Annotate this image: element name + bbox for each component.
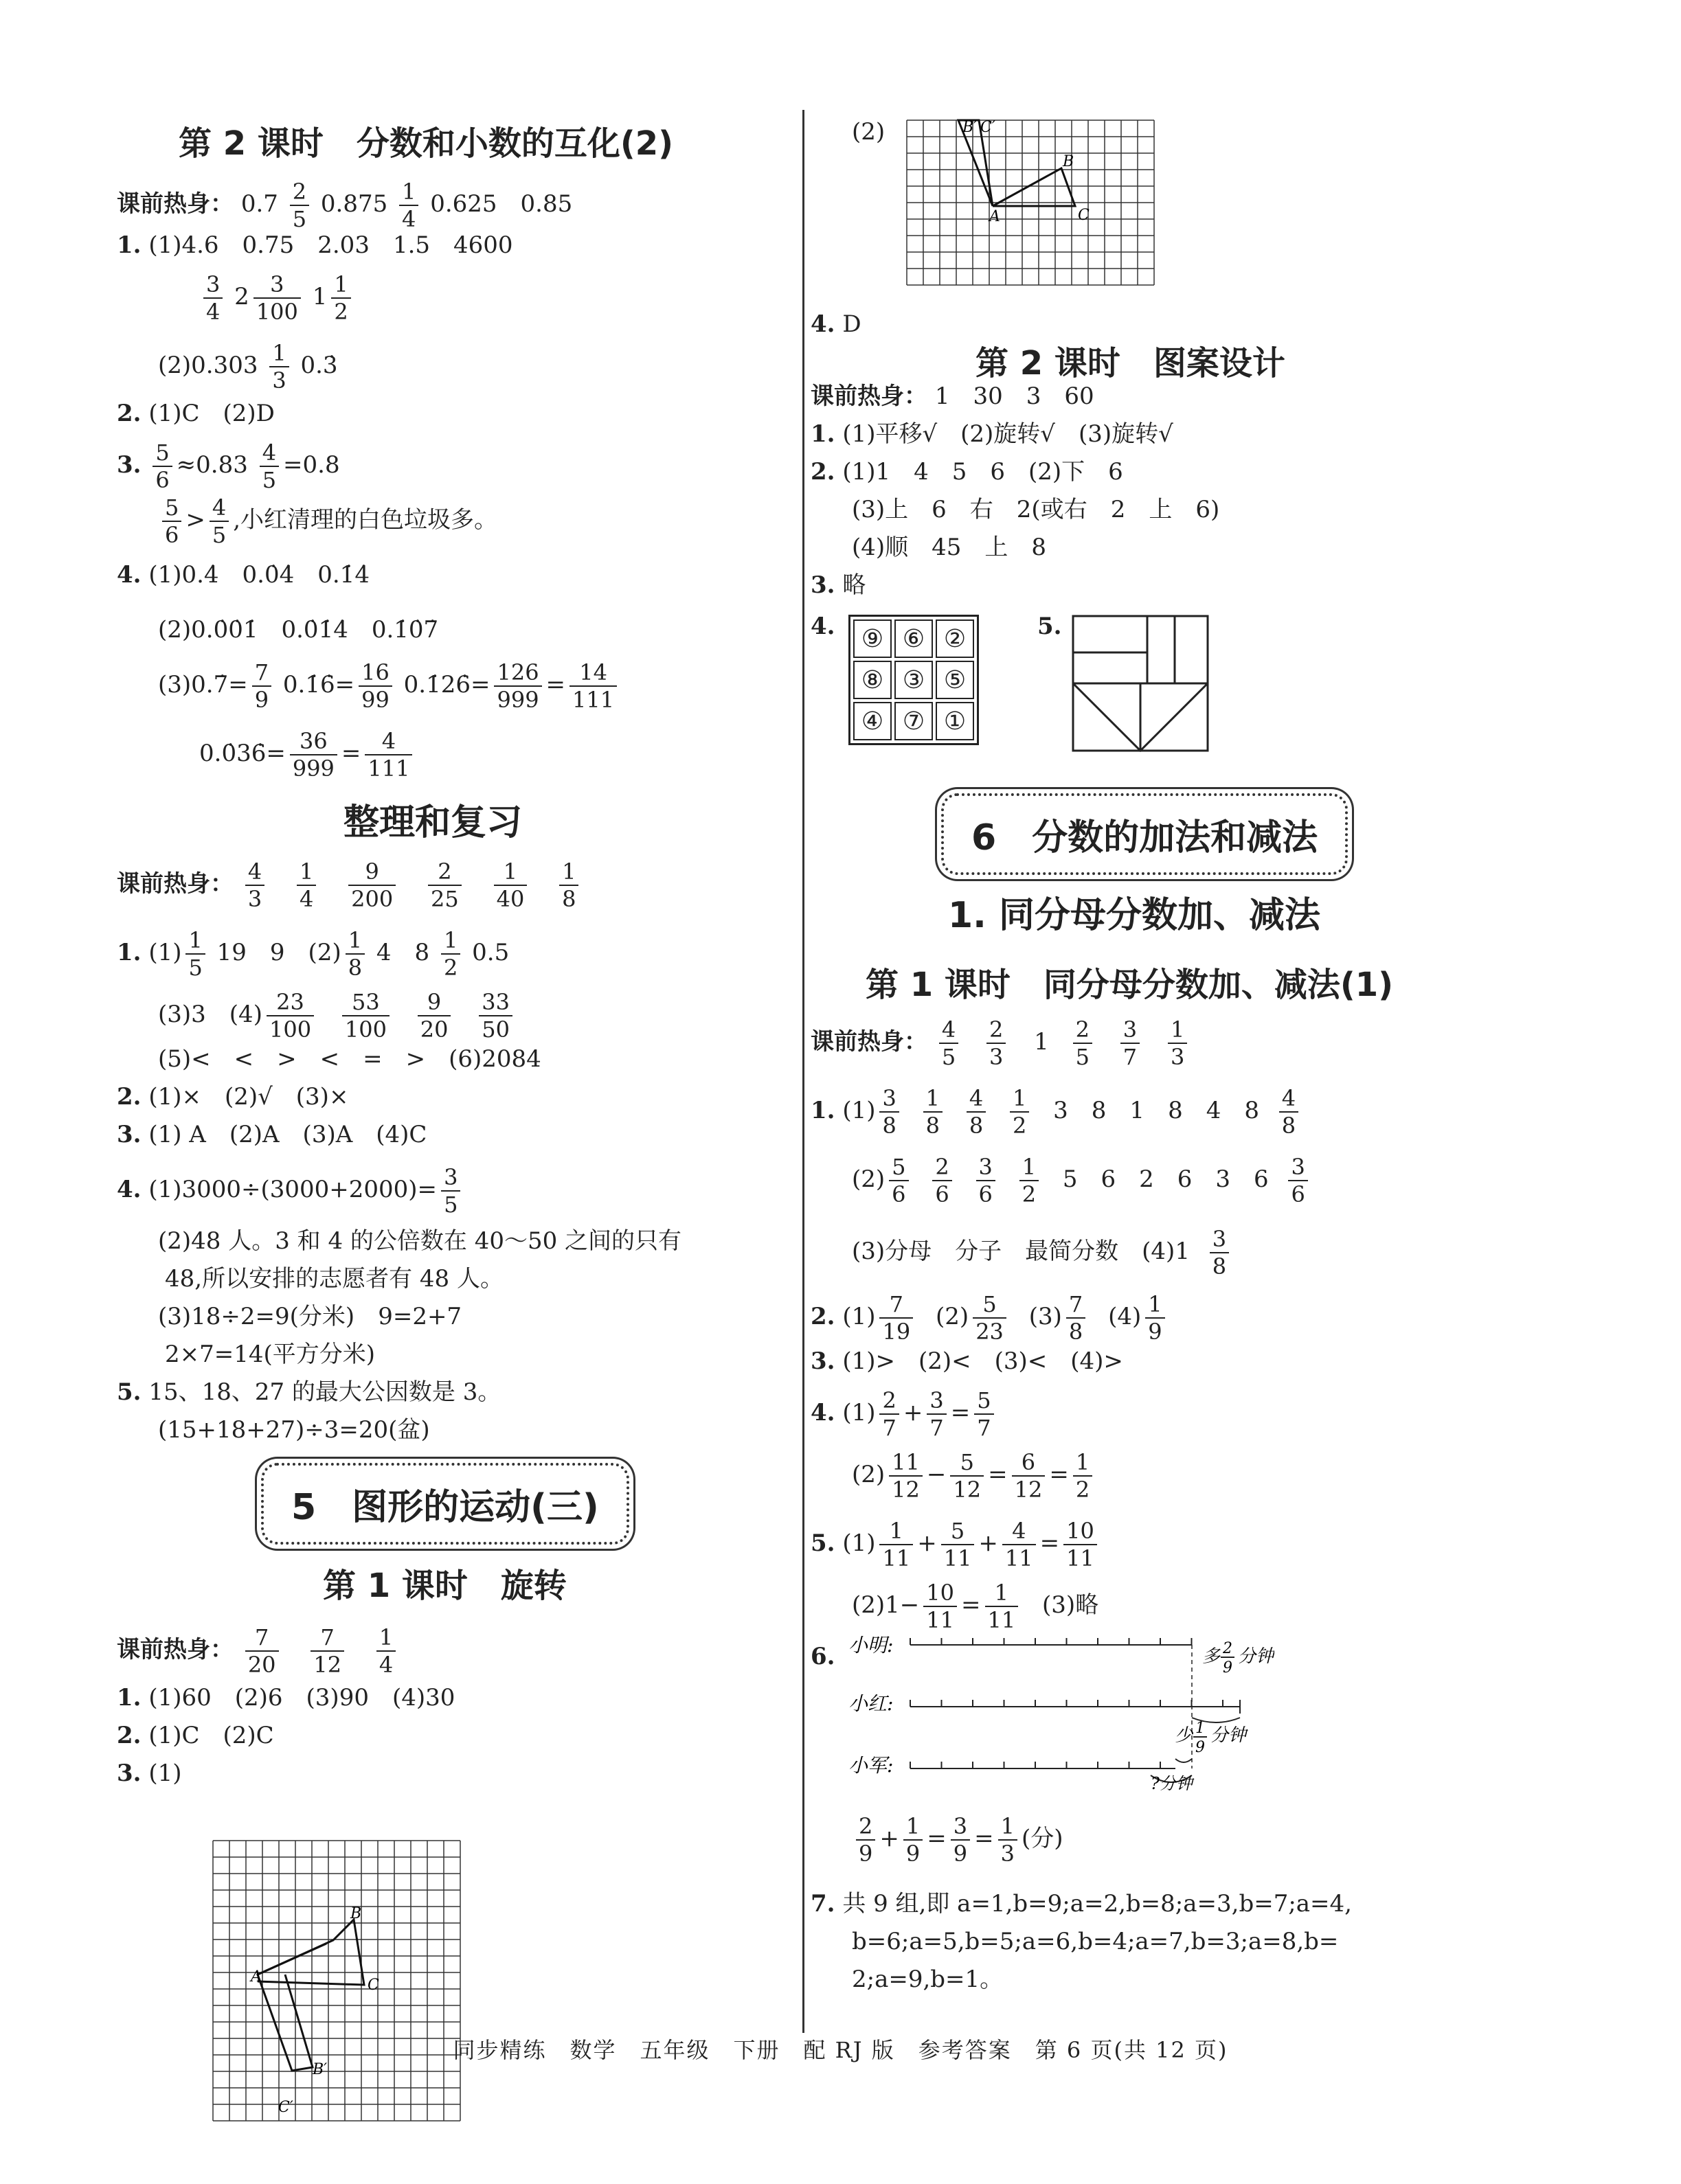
fraction: $\frac{1}{4}$ <box>399 179 418 232</box>
rotation-grid-2 <box>903 117 1164 295</box>
exercise-3 <box>811 1346 1123 1376</box>
fraction: $\frac{1}{8}$ <box>346 927 365 981</box>
fraction: $\frac{1}{2}$ <box>1010 1085 1029 1139</box>
answer-text: 15、18、27 的最大公因数是 3。 <box>148 1378 501 1406</box>
fraction: $\frac{1}{4}$ <box>376 1624 396 1678</box>
answer-text: (1)平移√ (2)旋转√ (3)旋转√ <box>842 420 1173 448</box>
design-2 <box>811 457 1123 487</box>
column-divider <box>802 110 804 2033</box>
answer-text: 4 8 <box>376 939 430 966</box>
fraction: $\frac{4}{5}$ <box>939 1016 958 1070</box>
operator: = <box>545 671 566 698</box>
answer-text: (1)3000÷(3000+2000)= <box>148 1176 438 1203</box>
fraction: $\frac{3}{6}$ <box>1288 1154 1307 1207</box>
grid-cell: ① <box>936 702 974 740</box>
value: 1 <box>1034 1028 1049 1056</box>
review-4-part2b: 48,所以安排的志愿者有 48 人。 <box>165 1265 504 1293</box>
unit-5-title: 5 图形的运动(三) <box>261 1463 629 1545</box>
question-number: 2. <box>117 400 142 427</box>
fraction: $\frac{1}{4}$ <box>297 858 316 912</box>
question-number: 4. <box>117 561 142 589</box>
warmup-label: 课前热身： <box>811 1028 927 1056</box>
question-number: 5. <box>1037 613 1062 640</box>
answer-text: (1) <box>842 1303 876 1330</box>
answer-text: (1) <box>842 1529 876 1557</box>
rotation-heading: 第 1 课时 旋转 <box>323 1567 567 1605</box>
fraction: $\frac{2}{9}$ <box>856 1813 875 1867</box>
value: 0.625 0.85 <box>430 190 573 218</box>
fraction: $\frac{1}{40}$ <box>494 858 528 912</box>
answer-text: (2)1− <box>852 1591 920 1619</box>
fraction: $\frac{16}{99}$ <box>359 659 392 713</box>
fraction: $\frac{2}{3}$ <box>986 1016 1006 1070</box>
fraction: $\frac{4}{8}$ <box>967 1085 986 1139</box>
answer-text: (3) <box>1028 1303 1062 1330</box>
answer-text: 3 8 1 8 4 8 <box>1053 1097 1259 1124</box>
answer-4-1 <box>117 560 370 590</box>
fraction: $\frac{53}{100}$ <box>342 989 390 1043</box>
answer-text: (2) <box>852 1165 885 1193</box>
fraction: $\frac{3}{8}$ <box>1210 1226 1229 1279</box>
fraction: $\frac{3}{7}$ <box>1120 1016 1140 1070</box>
fraction: $\frac{4}{3}$ <box>245 858 264 912</box>
answer-text: (1) A (2)A (3)A (4)C <box>148 1121 427 1148</box>
less-label: 少 <box>1175 1725 1193 1746</box>
rotation-grid-1 <box>210 1837 471 2132</box>
review-4 <box>117 1164 464 1218</box>
fraction: $\frac{14}{111}$ <box>569 659 617 713</box>
answer-4-4 <box>199 728 416 782</box>
fraction: $\frac{9}{200}$ <box>348 858 396 912</box>
design-4-number <box>811 611 835 641</box>
warmup-label: 课前热身： <box>117 870 234 898</box>
exercise-2 <box>811 1291 1169 1345</box>
review-2 <box>117 1082 348 1112</box>
operator: > <box>185 506 205 534</box>
fraction: $\frac{11}{12}$ <box>889 1449 923 1503</box>
question-number: 5. <box>811 1529 835 1557</box>
point-b-prime-label: B′ <box>962 119 978 136</box>
answer-text: =0.8 <box>283 451 340 479</box>
review-1 <box>117 927 509 981</box>
answer-text: 0.1̇26̇= <box>403 671 490 698</box>
segment-diagram <box>848 1631 1274 1793</box>
question-number: 3. <box>117 451 142 479</box>
design-3 <box>811 570 866 600</box>
answer-1-fractions <box>199 271 355 325</box>
fraction: $\frac{1}{2}$ <box>1019 1154 1039 1207</box>
point-c-label: C <box>368 1977 379 1994</box>
exercise-6-calc <box>852 1813 1063 1867</box>
fraction: $\frac{7}{20}$ <box>245 1624 279 1678</box>
operator: = <box>961 1591 981 1619</box>
fraction: $\frac{2}{5}$ <box>1073 1016 1092 1070</box>
answer-text: (3)略 <box>1042 1591 1099 1619</box>
answer-text: (1)> (2)< (3)< (4)> <box>842 1347 1123 1375</box>
design-2-part4: (4)顺 45 上 8 <box>852 534 1047 561</box>
operator: = <box>341 740 361 767</box>
number-grid <box>848 615 979 745</box>
lesson-2-heading: 第 2 课时 分数和小数的互化(2) <box>179 124 674 163</box>
fraction: $\frac{1}{9}$ <box>1145 1291 1164 1345</box>
point-a-label: A <box>251 1968 262 1986</box>
answer-text: (1)0.4̇ 0.0̇4̇ 0.1̇4̇ <box>148 561 370 589</box>
answer-text: (1)C (2)D <box>148 400 275 427</box>
fraction: $\frac{1}{2}$ <box>441 927 460 981</box>
question-number: 3. <box>117 1121 142 1148</box>
operator: = <box>1039 1529 1060 1557</box>
question-number: 3. <box>811 571 835 599</box>
fraction: $\frac{5}{11}$ <box>941 1518 975 1571</box>
review-1-part5: (5)< < > < = > (6)2084 <box>158 1045 541 1073</box>
fraction: $\frac{1}{9}$ <box>903 1813 923 1867</box>
page-footer: 同步精练 数学 五年级 下册 配 RJ 版 参考答案 第 6 页(共 12 页) <box>453 2037 1228 2063</box>
warmup-label: 课前热身： <box>117 1636 234 1663</box>
answer-3 <box>117 440 340 493</box>
point-c-label: C <box>1078 207 1090 224</box>
fraction: $\frac{33}{50}$ <box>479 989 512 1043</box>
answer-text: ,小红清理的白色垃圾多。 <box>233 506 498 534</box>
value: 0.875 <box>320 190 388 218</box>
review-5-calc: (15+18+27)÷3=20(盆) <box>158 1416 430 1444</box>
exercise-5-part2 <box>852 1580 1098 1633</box>
fraction: $\frac{3}{7}$ <box>927 1387 946 1441</box>
question-number: 2. <box>811 458 835 486</box>
fraction: $\frac{1}{11}$ <box>879 1518 913 1571</box>
warmup-row-1 <box>117 179 572 232</box>
grid-cell: ⑨ <box>853 619 892 658</box>
fraction: $\frac{10}{11}$ <box>923 1580 957 1633</box>
review-3 <box>117 1119 427 1150</box>
exercise-7-line3: 2;a=9,b=1。 <box>852 1966 1004 1993</box>
fraction: $\frac{1}{3}$ <box>998 1813 1017 1867</box>
fraction: $\frac{4}{5}$ <box>260 440 279 493</box>
fraction: $\frac{2}{5}$ <box>290 179 309 232</box>
question-minutes-label: ?分钟 <box>1151 1774 1193 1793</box>
question-number: 2. <box>117 1083 142 1111</box>
review-warmup <box>117 858 583 912</box>
exercise-1-part3 <box>852 1226 1233 1279</box>
question-number: 2. <box>811 1303 835 1330</box>
fraction: $\frac{3}{5}$ <box>441 1164 460 1218</box>
original-figure <box>258 1920 364 1985</box>
answer-1-part2 <box>158 340 338 394</box>
fraction: $\frac{1}{8}$ <box>559 858 578 912</box>
fraction: $\frac{1}{8}$ <box>923 1085 943 1139</box>
question-number: 7. <box>811 1890 835 1918</box>
fraction: $\frac{1}{2}$ <box>1073 1449 1092 1503</box>
grid-cell: ④ <box>853 702 892 740</box>
fraction: $\frac{6}{12}$ <box>1012 1449 1046 1503</box>
fraction: $\frac{10}{11}$ <box>1063 1518 1097 1571</box>
answer-text: (3)3 (4) <box>158 1001 262 1028</box>
unit-6-title: 6 分数的加法和减法 <box>941 793 1348 875</box>
design-heading: 第 2 课时 图案设计 <box>975 344 1285 383</box>
lesson1-warmup <box>811 1016 1191 1070</box>
answer-4-2: (2)0.0̇0̇1̇ 0.0̇1̇4̇ 0.1̇0̇7̇ <box>158 616 439 644</box>
operator: = <box>950 1399 971 1426</box>
answer-text: (1)1 4 5 6 (2)下 6 <box>842 458 1123 486</box>
question-number: 4. <box>117 1176 142 1203</box>
lesson-1-heading: 第 1 课时 同分母分数加、减法(1) <box>866 966 1394 1004</box>
design-2-part3: (3)上 6 右 2(或右 2 上 6) <box>852 496 1220 523</box>
exercise-6-number <box>811 1641 835 1672</box>
answer-text: 19 9 (2) <box>216 939 341 966</box>
fraction: $\frac{5}{12}$ <box>950 1449 984 1503</box>
question-number: 1. <box>117 1684 142 1711</box>
minutes-label: 分钟 <box>1238 1646 1274 1667</box>
question-number: 4. <box>811 310 835 338</box>
answer-text: (2) <box>852 1461 885 1488</box>
minutes-label: 分钟 <box>1210 1725 1247 1746</box>
answer-text: 1 30 3 60 <box>934 383 1094 410</box>
point-a-label: A <box>989 208 1000 225</box>
operator: − <box>926 1461 947 1488</box>
fraction: $\frac{5}{23}$ <box>973 1291 1006 1345</box>
answer-text: (1) <box>148 939 182 966</box>
rotation-1 <box>117 1683 455 1713</box>
answer-3-conclusion <box>158 494 497 548</box>
point-b-label: B <box>1063 153 1074 170</box>
original-figure <box>993 168 1075 206</box>
answer-text: D <box>842 310 861 338</box>
answer-text: (2)0.303 <box>158 352 258 379</box>
answer-text: (1) <box>148 1760 182 1787</box>
whole: 1 <box>312 283 328 310</box>
operator: + <box>978 1529 998 1557</box>
point-b-prime-label: B′ <box>313 2061 328 2078</box>
whole: 2 <box>234 283 249 310</box>
question-number: 3. <box>117 1760 142 1787</box>
exercise-1-part2 <box>852 1154 1312 1207</box>
review-1-part3 <box>158 989 517 1043</box>
question-number: 1. <box>117 939 142 966</box>
fraction: $\frac{2}{25}$ <box>428 858 462 912</box>
xiaoming-label: 小明: <box>848 1634 894 1657</box>
point-b-label: B <box>350 1905 362 1922</box>
rotation-4 <box>811 309 861 339</box>
grid-cell: ② <box>936 619 974 658</box>
question-number: 4. <box>811 1399 835 1426</box>
exercise-4 <box>811 1387 998 1441</box>
answer-text: 共 9 组,即 a=1,b=9;a=2,b=8;a=3,b=7;a=4, <box>842 1890 1352 1918</box>
warmup-label: 课前热身： <box>117 190 234 218</box>
answer-text: (3)分母 分子 最简分数 (4)1 <box>852 1238 1190 1265</box>
rotation-3 <box>117 1758 181 1788</box>
design-5-number <box>1037 611 1062 641</box>
fraction: $\frac{1}{5}$ <box>185 927 205 981</box>
fraction: $\frac{36}{999}$ <box>290 728 337 782</box>
point-c-prime-label: C′ <box>980 119 995 136</box>
answer-text: 0.0̇36̇= <box>199 740 286 767</box>
answer-text: (1)60 (2)6 (3)90 (4)30 <box>148 1684 455 1711</box>
pattern-design <box>1072 615 1209 752</box>
answer-text: (3)0.7̇= <box>158 671 248 698</box>
answer-text: (4) <box>1108 1303 1142 1330</box>
question-number: 6. <box>811 1643 835 1670</box>
fraction: $\frac{4}{8}$ <box>1279 1085 1298 1139</box>
rotation-warmup <box>117 1624 400 1678</box>
operator: + <box>903 1399 923 1426</box>
fraction: $\frac{7}{12}$ <box>311 1624 344 1678</box>
answer-text: 0.3̇ <box>300 352 338 379</box>
question-number: 2. <box>117 1722 142 1749</box>
answer-text: (1) <box>842 1097 876 1124</box>
review-4-part3b: 2×7=14(平方分米) <box>165 1341 376 1368</box>
fraction: $\frac{3}{100}$ <box>253 271 301 325</box>
fraction: $\frac{1}{3}$ <box>1168 1016 1187 1070</box>
fraction: $\frac{5}{7}$ <box>974 1387 993 1441</box>
more-denominator: 9 <box>1223 1659 1232 1676</box>
rotation-2 <box>117 1720 274 1751</box>
less-numerator: 1 <box>1195 1720 1205 1737</box>
operator: + <box>879 1825 899 1852</box>
question-number: 3. <box>811 1347 835 1375</box>
warmup-label: 课前热身： <box>811 383 927 410</box>
fraction: $\frac{2}{7}$ <box>879 1387 899 1441</box>
point-c-prime-label: C′ <box>278 2099 293 2116</box>
answer-text: (1)C (2)C <box>148 1722 274 1749</box>
fraction: $\frac{4}{5}$ <box>210 494 229 548</box>
fraction: $\frac{7}{8}$ <box>1066 1291 1085 1345</box>
operator: = <box>974 1825 994 1852</box>
fraction: $\frac{7}{19}$ <box>879 1291 913 1345</box>
operator: = <box>988 1461 1008 1488</box>
question-number: 1. <box>811 1097 835 1124</box>
answer-text: ≈0.83 <box>176 451 248 479</box>
answer-text: (1)× (2)√ (3)× <box>148 1083 349 1111</box>
grid-cell: ③ <box>894 661 933 699</box>
question-number: 5. <box>117 1378 142 1406</box>
answer-2 <box>117 398 275 429</box>
operator: = <box>1049 1461 1069 1488</box>
fraction: $\frac{2}{6}$ <box>932 1154 951 1207</box>
grid-2-label: (2) <box>852 118 885 146</box>
review-4-part2a: (2)48 人。3 和 4 的公倍数在 40～50 之间的只有 <box>158 1227 682 1255</box>
review-5 <box>117 1377 501 1407</box>
answer-1 <box>117 230 513 260</box>
exercise-7-line2: b=6;a=5,b=5;a=6,b=4;a=7,b=3;a=8,b= <box>852 1928 1339 1955</box>
answer-text: 略 <box>842 571 866 599</box>
operator: = <box>927 1825 947 1852</box>
fraction: $\frac{9}{20}$ <box>418 989 451 1043</box>
review-heading: 整理和复习 <box>343 802 523 843</box>
fraction: $\frac{4}{111}$ <box>365 728 412 782</box>
section-1-heading: 1. 同分母分数加、减法 <box>948 895 1321 936</box>
answer-text: (1)4.6 0.75 2.03 1.5 4600 <box>148 231 513 259</box>
fraction: $\frac{3}{8}$ <box>879 1085 899 1139</box>
fraction: $\frac{1}{2}$ <box>331 271 350 325</box>
grid-cell: ⑤ <box>936 661 974 699</box>
grid-cell: ⑧ <box>853 661 892 699</box>
question-number: 4. <box>811 613 835 640</box>
xiaojun-label: 小军: <box>848 1754 894 1777</box>
operator: + <box>917 1529 937 1557</box>
fraction: $\frac{5}{6}$ <box>153 440 172 493</box>
exercise-4-part2 <box>852 1449 1096 1503</box>
fraction: $\frac{5}{6}$ <box>162 494 181 548</box>
grid-cell: ⑦ <box>894 702 933 740</box>
design-1 <box>811 419 1173 449</box>
value: 0.7 <box>240 190 278 218</box>
grid-cell: ⑥ <box>894 619 933 658</box>
answer-text: 0.5 <box>472 939 510 966</box>
fraction: $\frac{1}{11}$ <box>985 1580 1019 1633</box>
answer-text: (1) <box>842 1399 876 1426</box>
design-warmup <box>811 381 1094 411</box>
question-number: 1. <box>811 420 835 448</box>
exercise-7 <box>811 1889 1352 1919</box>
more-label: 多 <box>1202 1646 1221 1667</box>
exercise-5 <box>811 1518 1101 1571</box>
fraction: $\frac{3}{4}$ <box>203 271 223 325</box>
less-denominator: 9 <box>1195 1739 1205 1756</box>
fraction: $\frac{126}{999}$ <box>494 659 541 713</box>
fraction: $\frac{7}{9}$ <box>252 659 271 713</box>
fraction: $\frac{23}{100}$ <box>267 989 314 1043</box>
fraction: $\frac{3}{6}$ <box>976 1154 995 1207</box>
question-number: 1. <box>117 231 142 259</box>
answer-text: 5 6 2 6 3 6 <box>1062 1165 1269 1193</box>
answer-text: (2) <box>936 1303 969 1330</box>
exercise-1 <box>811 1085 1302 1139</box>
fraction: $\frac{3}{9}$ <box>951 1813 970 1867</box>
fraction: $\frac{1}{3}$ <box>269 340 289 394</box>
unit: (分) <box>1021 1825 1063 1852</box>
xiaohong-label: 小红: <box>848 1692 894 1715</box>
more-numerator: 2 <box>1223 1640 1232 1657</box>
fraction: $\frac{5}{6}$ <box>889 1154 908 1207</box>
fraction: $\frac{4}{11}$ <box>1002 1518 1036 1571</box>
answer-text: 0.1̇6̇= <box>282 671 355 698</box>
review-4-part3a: (3)18÷2=9(分米) 9=2+7 <box>158 1303 462 1330</box>
answer-4-3 <box>158 659 621 713</box>
